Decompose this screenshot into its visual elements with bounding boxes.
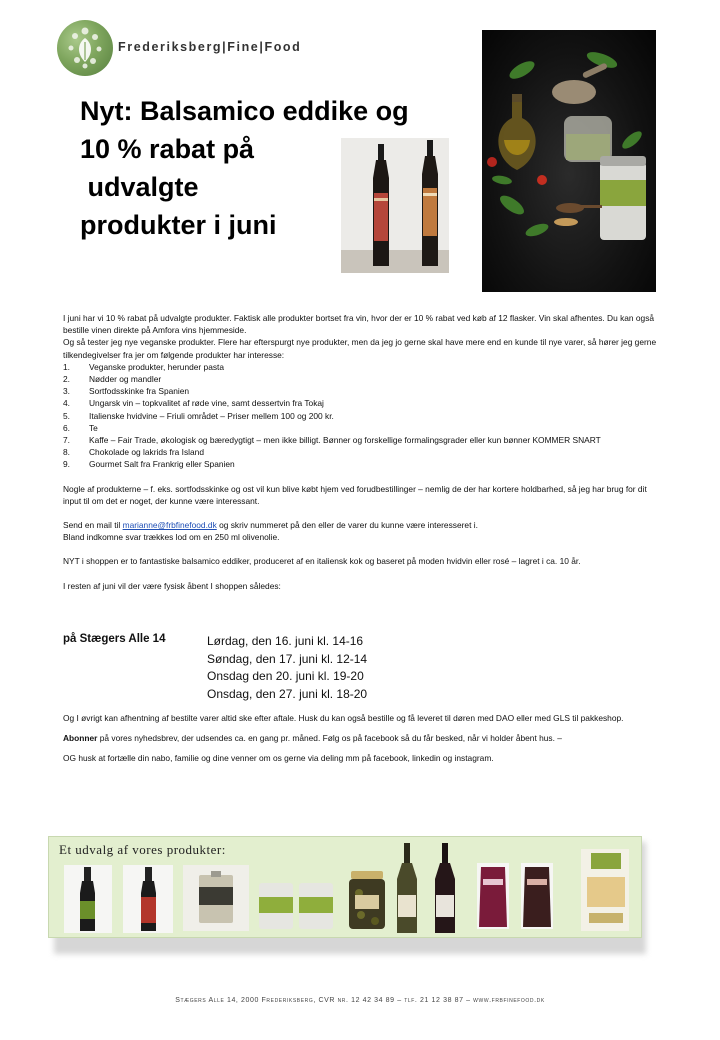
intro-paragraph: Og så tester jeg nye veganske produkter. Flere har efterspurgt nye produkter, men da jeg jo gerne skal have mere end en kunde til nye varer, så hører jeg gerne tilkendegivelser fra jer om følgende produkter har interesse: bbox=[63, 337, 657, 360]
opening-date: Onsdag den 20. juni kl. 19-20 bbox=[207, 669, 364, 683]
product-oil-bottle bbox=[64, 865, 112, 933]
product-olive-oil-tin bbox=[183, 865, 249, 931]
share-paragraph: OG husk at fortælle din nabo, familie og dine venner om os gerne via deling mm på facebook, linkedin og instagram. bbox=[63, 753, 494, 764]
raffle-note: Bland indkomne svar trækkes lod om en 250 ml olivenolie. bbox=[63, 532, 280, 543]
list-item bbox=[63, 361, 663, 373]
product-olive-jar bbox=[349, 871, 385, 929]
subscribe-bold: Abonner bbox=[63, 733, 98, 744]
list-number: 5. bbox=[63, 410, 70, 421]
list-item bbox=[63, 422, 663, 434]
subscribe-paragraph bbox=[63, 732, 663, 744]
opening-date: Søndag, den 17. juni kl. 12-14 bbox=[207, 651, 368, 666]
list-item bbox=[63, 458, 663, 470]
opening-date: Onsdag, den 27. juni kl. 18-20 bbox=[207, 686, 368, 701]
pickup-paragraph: Og I øvrigt kan afhentning af bestilte varer altid ske efter aftale. Husk du kan også bestille og få leveret til døren med DAO eller med GLS til pakkeshop. bbox=[63, 713, 624, 723]
list-number: 9. bbox=[63, 459, 70, 470]
product-coffee-bag-1 bbox=[477, 863, 509, 929]
list-number: 4. bbox=[63, 398, 70, 409]
products-strip-title: Et udvalg af vores produkter: bbox=[59, 842, 226, 857]
opening-date: Lørdag, den 16. juni kl. 14-16 bbox=[207, 634, 364, 648]
list-text: Italienske hvidvine – Friuli området – Priser mellem 100 og 200 kr. bbox=[89, 410, 334, 421]
list-number: 6. bbox=[63, 422, 70, 433]
list-item bbox=[63, 446, 663, 458]
closing-section bbox=[63, 712, 663, 773]
list-text: Nødder og mandler bbox=[89, 374, 162, 385]
mail-paragraph bbox=[63, 519, 663, 531]
list-text: Chokolade og lakrids fra Island bbox=[89, 447, 204, 458]
brand-logo-text: Frederiksberg|Fine|Food bbox=[118, 40, 302, 54]
list-item bbox=[63, 410, 663, 422]
kitchen-ingredients-photo bbox=[482, 30, 656, 292]
schedule-intro: I resten af juni vil der være fysisk åbent I shoppen således: bbox=[63, 580, 281, 591]
footer-address: Stægers Alle 14, 2000 Frederiksberg, CVR nr. 12 42 34 89 – tlf. 21 12 38 87 – www.frbfinefood.dk bbox=[175, 997, 545, 1004]
newsletter-body bbox=[63, 312, 663, 592]
list-text: Ungarsk vin – topkvalitet af røde vine, samt dessertvin fra Tokaj bbox=[89, 398, 324, 409]
product-red-wine bbox=[435, 843, 455, 933]
headline-line: Nyt: Balsamico eddike og bbox=[80, 96, 409, 126]
product-pasta-bag bbox=[581, 849, 629, 931]
list-item bbox=[63, 397, 663, 409]
headline-line: udvalgte bbox=[80, 172, 199, 202]
list-number: 1. bbox=[63, 361, 70, 372]
list-text: Sortfodsskinke fra Spanien bbox=[89, 386, 190, 397]
product-coffee-bag-2 bbox=[521, 863, 553, 929]
logo-mark bbox=[57, 20, 113, 76]
mail-suffix: og skriv nummeret på den eller de varer du kunne være interesseret i. bbox=[216, 520, 478, 531]
list-number: 7. bbox=[63, 435, 70, 446]
product-balsamic-bottle bbox=[123, 865, 173, 933]
headline-line: 10 % rabat på bbox=[80, 134, 255, 164]
product-white-wine bbox=[397, 843, 417, 933]
list-item bbox=[63, 385, 663, 397]
opening-dates bbox=[207, 633, 367, 703]
list-number: 8. bbox=[63, 447, 70, 458]
list-text: Veganske produkter, herunder pasta bbox=[89, 361, 225, 372]
list-number: 2. bbox=[63, 374, 70, 385]
list-text: Gourmet Salt fra Frankrig eller Spanien bbox=[89, 459, 235, 470]
product-spice-tins bbox=[259, 883, 333, 929]
shop-location: på Stægers Alle 14 bbox=[63, 633, 166, 645]
list-number: 3. bbox=[63, 386, 70, 397]
list-text: Te bbox=[89, 422, 98, 433]
list-item bbox=[63, 434, 663, 446]
list-item bbox=[63, 373, 663, 385]
news-paragraph: NYT i shoppen er to fantastiske balsamico eddiker, produceret af en italiensk kok og baseret på moden hvidvin eller rosé – lagret i ca. 10 år. bbox=[63, 556, 581, 567]
list-text: Kaffe – Fair Trade, økologisk og bæredygtigt – men ikke billigt. Bønner og forskellige formalingsgrader eller kun bønner KOMMER SNART bbox=[89, 435, 601, 446]
product-interest-list bbox=[63, 361, 663, 471]
balsamic-bottles-photo bbox=[341, 138, 449, 273]
headline-line: produkter i juni bbox=[80, 210, 277, 240]
email-link[interactable]: marianne@frbfinefood.dk bbox=[122, 520, 217, 531]
preorder-paragraph: Nogle af produkterne – f. eks. sortfodsskinke og ost vil kun blive købt hjem ved forudbestillinger – nemlig de der har kortere holdbarhed, så jeg har brug for dit input til om det er noget, der kunne være interessant. bbox=[63, 483, 647, 506]
subscribe-text: på vores nyhedsbrev, der udsendes ca. en gang pr. måned. Følg os på facebook så du får besked, når vi holder åbent hus. – bbox=[97, 733, 562, 744]
mail-prefix: Send en mail til bbox=[63, 520, 123, 531]
intro-paragraph: I juni har vi 10 % rabat på udvalgte produkter. Faktisk alle produkter bortset fra vin, hvor der er 10 % rabat ved køb af 12 flasker. Vin skal afhentes. Du kan også bestille vinen direkte på Amfora vins hjemmeside. bbox=[63, 313, 655, 336]
